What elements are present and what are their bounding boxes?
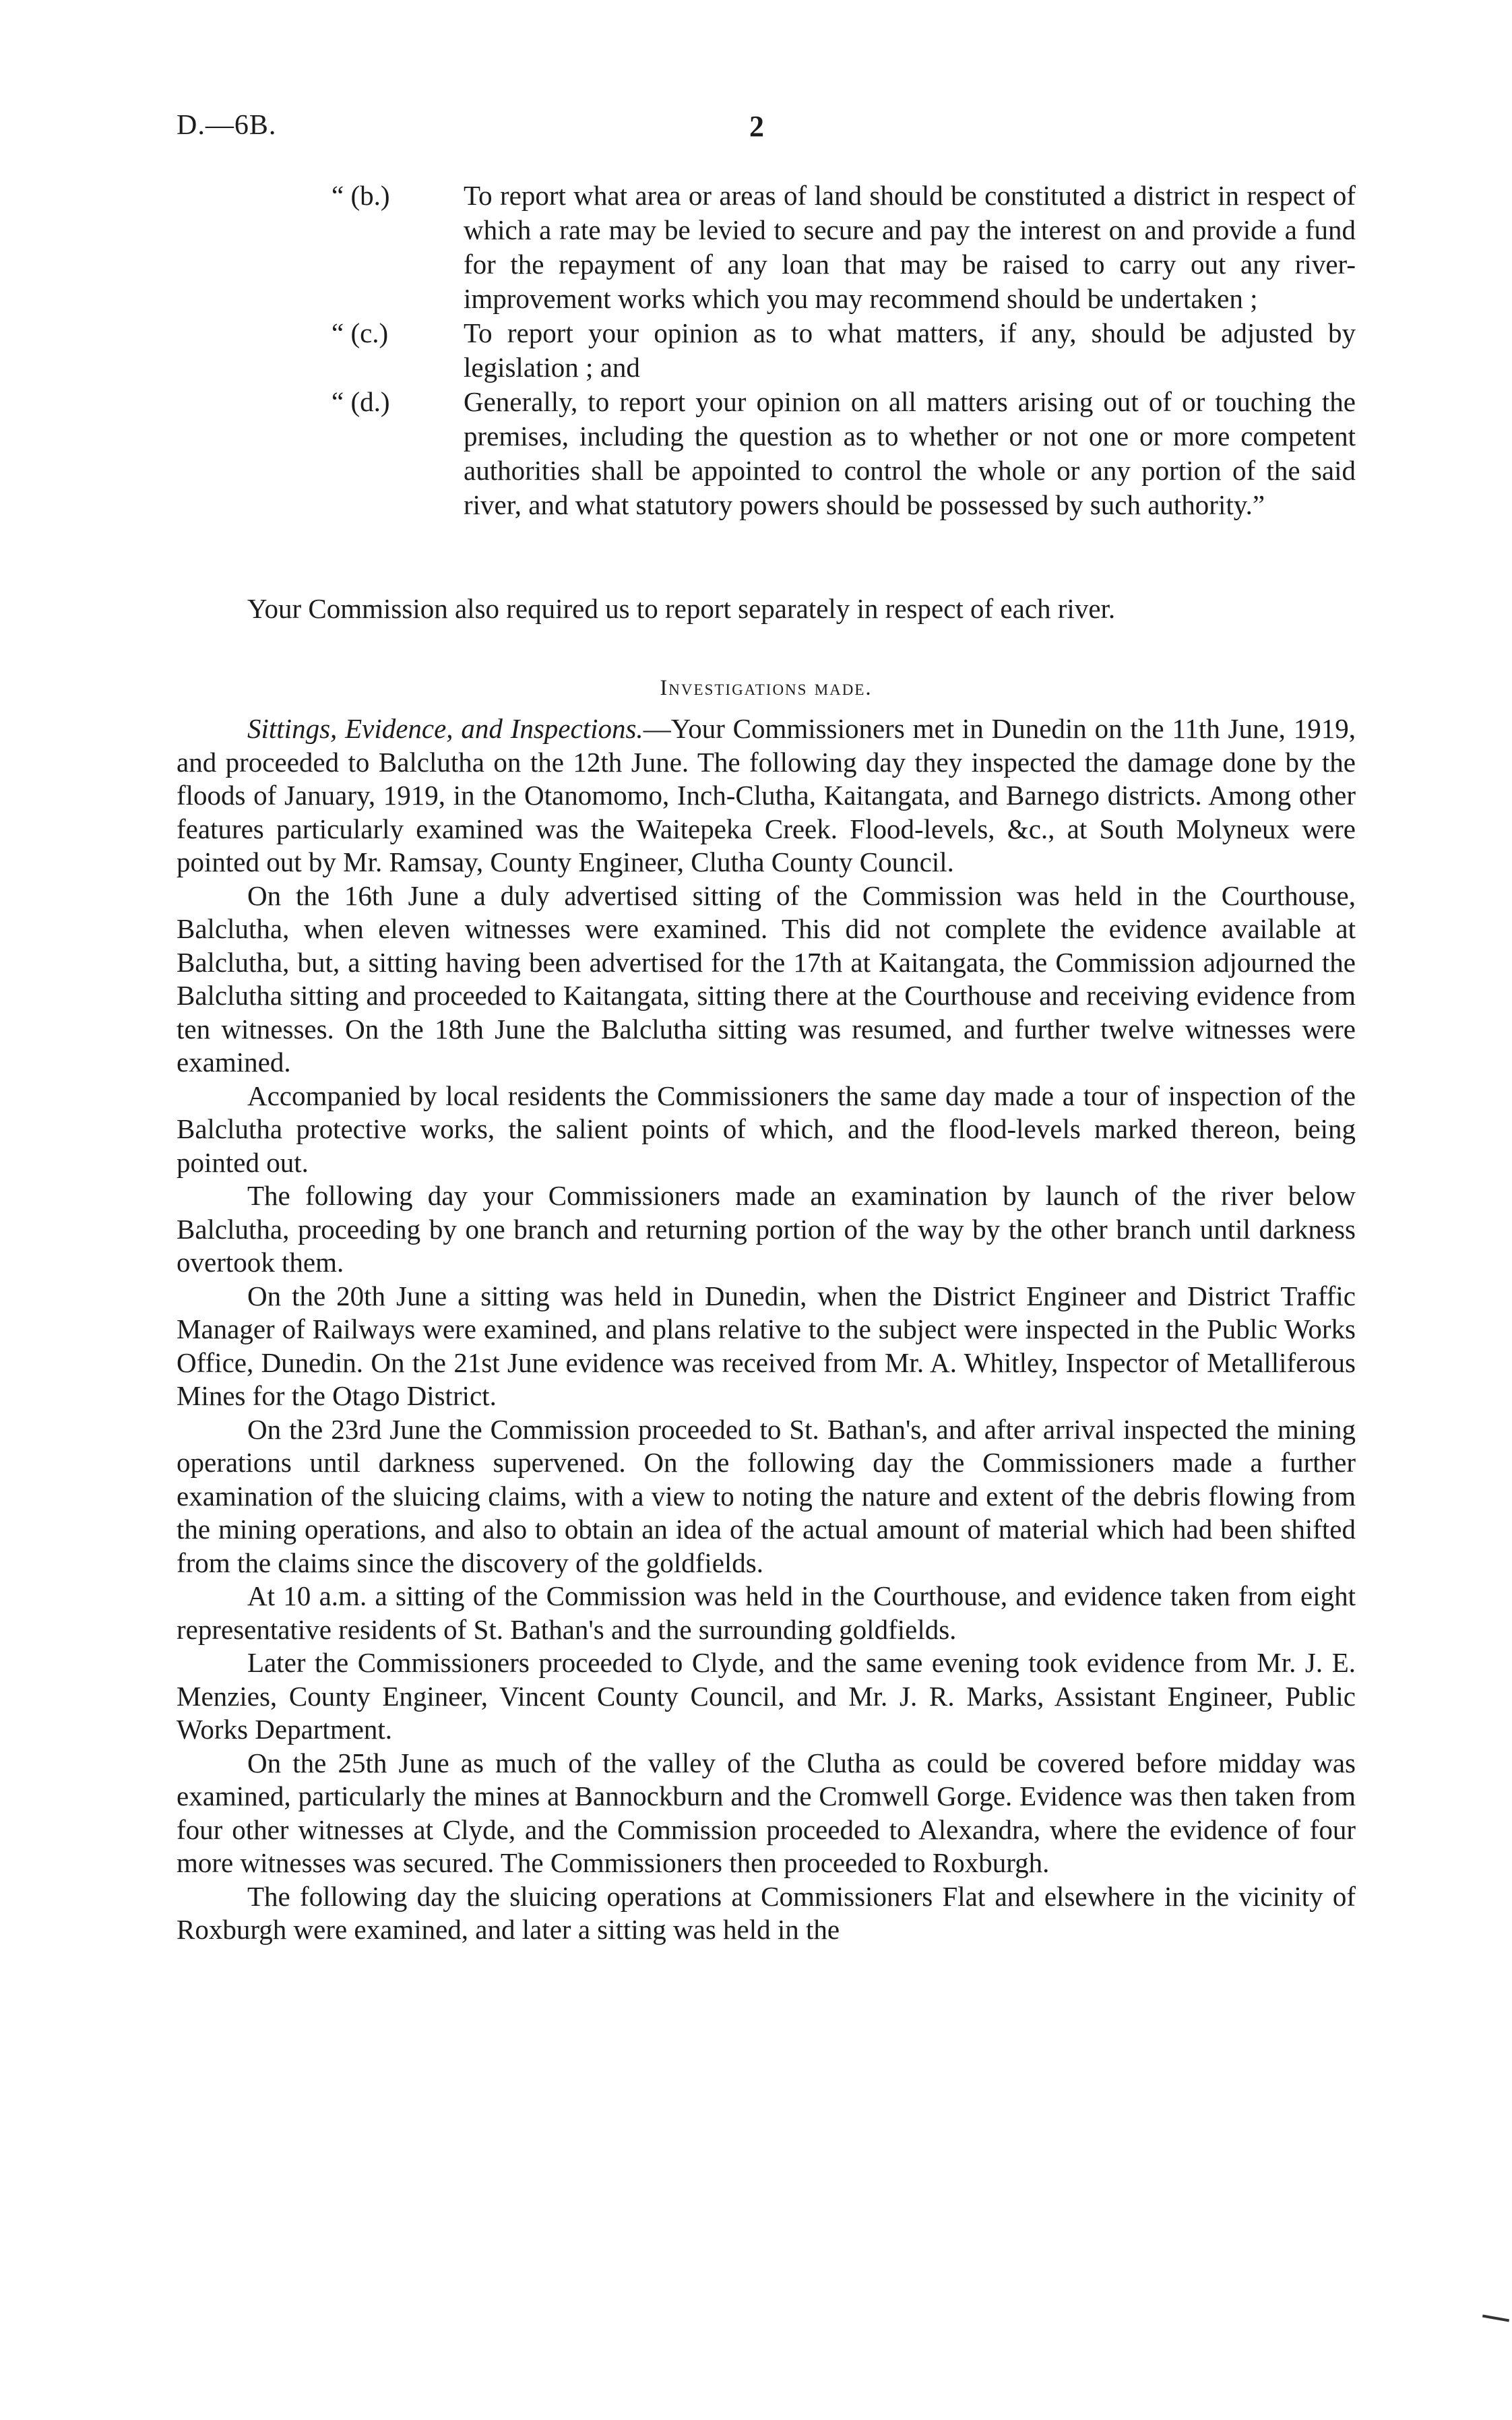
- paragraph: The following day the sluicing operations at Commissioners Flat and elsewhere in the vicinity of Roxburgh were examined, and later a sitting was held in the: [177, 1880, 1356, 1945]
- paragraph: Later the Commissioners proceeded to Clyde, and the same evening took evidence from Mr. J. E. Menzies, County Engineer, Vincent County Council, and Mr. J. R. Marks, Assistant Engineer, Public Works Department.: [177, 1647, 1356, 1745]
- paragraph: On the 16th June a duly advertised sitting of the Commission was held in the Courthouse, Balclutha, when eleven witnesses were examined. This did not complete the evidence available at Balclutha, but, a sitting having been advertised for the 17th at Kaitangata, the Commission adjourned the Balclutha sitting and proceeded to Kaitangata, sitting there at the Courthouse and receiving evidence from ten witnesses. On the 18th June the Balclutha sitting was resumed, and further twelve witnesses were examined.: [177, 879, 1356, 1078]
- page-header: [177, 109, 1362, 150]
- quoted-item-c: [332, 316, 1356, 385]
- item-label: “ (b.): [332, 180, 390, 211]
- paragraph: On the 20th June a sitting was held in Dunedin, when the District Engineer and District Traffic Manager of Railways were examined, and plans relative to the subject were inspected in the Public Works Office, Dunedin. On the 21st June evidence was received from Mr. A. Whitley, Inspector of Metalliferous Mines for the Otago District.: [177, 1280, 1356, 1411]
- quoted-item-b: [332, 179, 1356, 316]
- paragraph: On the 23rd June the Commission proceeded to St. Bathan's, and after arrival inspected the mining operations until darkness supervened. On the following day the Commissioners made a further examination of the sluicing claims, with a view to noting the nature and extent of the debris flowing from the mining operations, and also to obtain an idea of the actual amount of material which had been shifted from the claims since the discovery of the goldfields.: [177, 1413, 1356, 1578]
- paragraph: [177, 712, 1356, 879]
- quoted-item-d: [332, 385, 1356, 522]
- document-reference: D.—6B.: [177, 110, 277, 141]
- item-label: “ (d.): [332, 386, 390, 417]
- paragraph: On the 25th June as much of the valley of the Clutha as could be covered before midday was examined, particularly the mines at Bannockburn and the Cromwell Gorge. Evidence was then taken from four other witnesses at Clyde, and the Commission proceeded to Alexandra, where the evidence of four more witnesses was secured. The Commissioners then proceeded to Roxburgh.: [177, 1747, 1356, 1878]
- body-text: [177, 712, 1356, 1947]
- paragraph-text: —Your Commissioners met in Dunedin on the 11th June, 1919, and proceeded to Balclutha on the 12th June. The following day they inspected the damage done by the floods of January, 1919, in the Otanomomo, Inch-Clutha, Kaitangata, and Barnego districts. Among other features particularly examined was the Waitepeka Creek. Flood-levels, &c., at South Molyneux were pointed out by Mr. Ramsay, County Engineer, Clutha County Council.: [177, 713, 1356, 877]
- margin-mark: [1482, 2315, 1509, 2322]
- item-text: To report what area or areas of land should be constituted a district in respect of which a rate may be levied to secure and pay the interest on and provide a fund for the repayment of any loan that may be raised to carry out any river-improvement works which you may recommend should be undertaken ;: [464, 180, 1356, 314]
- item-text: To report your opinion as to what matters, if any, should be adjusted by legislation ; and: [464, 317, 1356, 383]
- paragraph: At 10 a.m. a sitting of the Commission was held in the Courthouse, and evidence taken from eight representative residents of St. Bathan's and the surrounding goldfields.: [177, 1580, 1356, 1645]
- page-number: 2: [749, 110, 764, 143]
- closing-line: Your Commission also required us to report separately in respect of each river.: [247, 593, 1116, 624]
- section-heading: Investigations made.: [660, 676, 873, 700]
- item-label: “ (c.): [332, 317, 389, 348]
- paragraph: The following day your Commissioners made an examination by launch of the river below Balclutha, proceeding by one branch and returning portion of the way by the other branch until darkness overtook them.: [177, 1180, 1356, 1278]
- italic-subheading: Sittings, Evidence, and Inspections.: [247, 713, 643, 744]
- quoted-terms-of-reference: [332, 179, 1356, 522]
- paragraph: Accompanied by local residents the Commissioners the same day made a tour of inspection of the Balclutha protective works, the salient points of which, and the flood-levels marked thereon, being pointed out.: [177, 1080, 1356, 1178]
- item-text: Generally, to report your opinion on all matters arising out of or touching the premises, including the question as to whether or not one or more competent authorities shall be appointed to control the whole or any portion of the said river, and what statutory powers should be possessed by such authority.”: [464, 386, 1356, 520]
